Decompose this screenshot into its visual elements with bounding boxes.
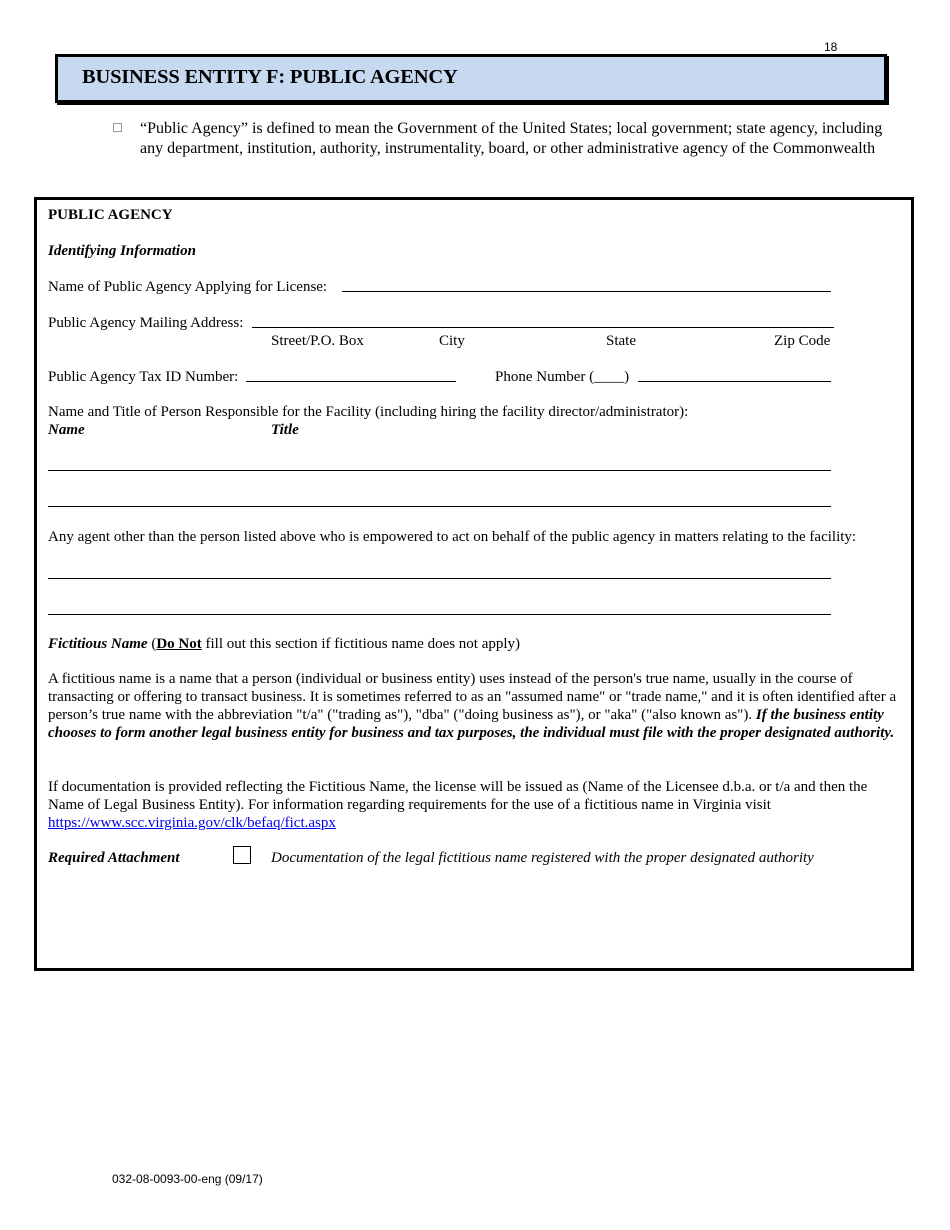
paren-open: ( xyxy=(151,636,157,652)
phone-label: Phone Number (____) xyxy=(495,369,630,385)
form-number: 032-08-0093-00-eng (09/17) xyxy=(112,1172,263,1186)
attachment-checkbox[interactable] xyxy=(233,846,251,864)
fictitious-name-warning: If the business entity chooses to form another legal business entity for business and tax purposes, the individual must file with the proper designated authority. xyxy=(48,707,895,741)
do-not-emphasis: Do Not xyxy=(156,636,202,652)
section-header xyxy=(55,54,887,103)
page-title: BUSINESS ENTITY F: PUBLIC AGENCY xyxy=(82,66,458,88)
responsible-person-label: Name and Title of Person Responsible for the Facility (including hiring the facility director/administrator): xyxy=(48,404,689,420)
fictitious-name-explanation xyxy=(48,670,898,742)
fictitious-name-heading-row xyxy=(48,635,520,653)
agent-line-2[interactable] xyxy=(48,614,831,615)
agency-name-label: Name of Public Agency Applying for License: xyxy=(48,279,328,295)
public-agency-definition: “Public Agency” is defined to mean the Government of the United States; local government; state agency, including any department, institution, authority, instrumentality, board, or other administrative agency of the Commonwealth xyxy=(140,120,883,157)
tax-id-field[interactable] xyxy=(246,381,456,382)
fictitious-name-license-info: If documentation is provided reflecting the Fictitious Name, the license will be issued as (Name of the Licensee d.b.a. or t/a and then the Name of Legal Business Entity). For information regarding requirements for the use of a fictitious name in Virginia visit xyxy=(48,779,868,813)
bullet-checkbox-icon xyxy=(113,123,122,132)
zip-sublabel: Zip Code xyxy=(774,333,831,349)
attachment-description: Documentation of the legal fictitious name registered with the proper designated authority xyxy=(271,850,814,866)
scc-virginia-link[interactable]: https://www.scc.virginia.gov/clk/befaq/fict.aspx xyxy=(48,815,336,831)
fictitious-name-definition: A fictitious name is a name that a person (individual or business entity) uses instead of the person's true name, usually in the course of transacting or offering to transact business. It is sometimes referred to as an "assumed name" or "trade name," and it is often identified after a person’s true name with the abbreviation "t/a" ("trading as"), "dba" ("doing business as"), or "aka" ("also known as"). xyxy=(48,671,897,723)
mailing-address-field[interactable] xyxy=(252,327,834,328)
name-column-heading: Name xyxy=(48,422,85,438)
fictitious-name-documentation-info xyxy=(48,778,898,832)
agency-name-field[interactable] xyxy=(342,291,831,292)
fictitious-name-heading: Fictitious Name xyxy=(48,636,148,652)
title-column-heading: Title xyxy=(271,422,299,438)
tax-id-label: Public Agency Tax ID Number: xyxy=(48,369,239,385)
page-number: 18 xyxy=(824,40,838,54)
phone-field[interactable] xyxy=(638,381,831,382)
street-sublabel: Street/P.O. Box xyxy=(271,333,364,349)
responsible-person-line-2[interactable] xyxy=(48,506,831,507)
agent-label: Any agent other than the person listed above who is empowered to act on behalf of the public agency in matters relating to the facility: xyxy=(48,529,857,545)
fictitious-name-instruction: fill out this section if fictitious name does not apply) xyxy=(205,636,521,652)
form-section-title: PUBLIC AGENCY xyxy=(48,207,173,223)
state-sublabel: State xyxy=(606,333,636,349)
responsible-person-line-1[interactable] xyxy=(48,470,831,471)
mailing-address-label: Public Agency Mailing Address: xyxy=(48,315,244,331)
city-sublabel: City xyxy=(439,333,465,349)
required-attachment-label: Required Attachment xyxy=(48,850,180,866)
identifying-info-heading: Identifying Information xyxy=(48,243,196,259)
agent-line-1[interactable] xyxy=(48,578,831,579)
